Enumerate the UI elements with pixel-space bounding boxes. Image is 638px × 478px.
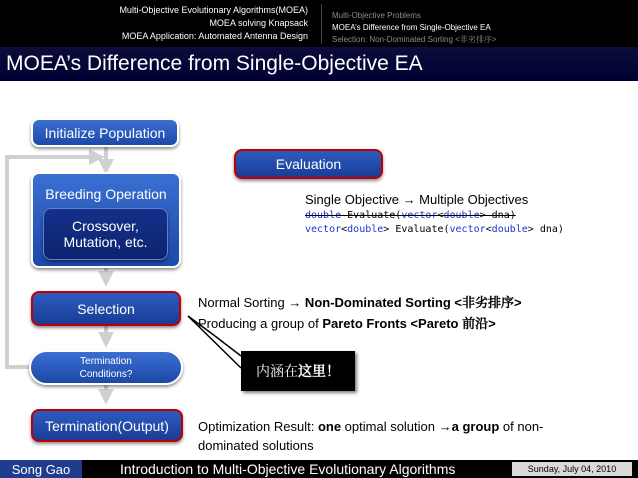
opt-mid: optimal solution xyxy=(341,419,439,434)
mutation-label: Mutation, etc. xyxy=(63,234,148,250)
code-new-signature xyxy=(305,224,564,235)
code-new-token: double xyxy=(347,224,384,235)
opt-arrow: → xyxy=(438,419,452,434)
opt-bold-one: one xyxy=(317,419,342,434)
code-new-token: > Evaluate( xyxy=(383,224,450,235)
eval-heading-right: Multiple Objectives xyxy=(415,192,529,207)
nav-link-knapsack[interactable]: MOEA solving Knapsack xyxy=(209,18,308,28)
code-new-token: double xyxy=(491,224,528,235)
fronts-bold: Pareto Fronts <Pareto 前沿> xyxy=(322,316,496,331)
eval-arrow: → xyxy=(402,192,416,207)
pareto-fronts-note xyxy=(198,313,496,332)
optimization-note-line2: dominated solutions xyxy=(198,438,314,453)
nav-link-selection[interactable]: Selection: Non-Dominated Sorting <非劣排序> xyxy=(332,35,497,44)
selection-note xyxy=(198,292,522,311)
code-old-token: > dna) xyxy=(479,210,516,221)
termination-conditions-box xyxy=(29,350,183,385)
nav-link-antenna[interactable]: MOEA Application: Automated Antenna Design xyxy=(121,31,308,41)
selection-label: Selection xyxy=(77,300,135,317)
selection-box xyxy=(31,291,181,326)
sel-arrow: → xyxy=(288,295,302,310)
sel-bold: Non-Dominated Sorting <非劣排序> xyxy=(301,295,522,310)
termination-output-label: Termination(Output) xyxy=(45,417,169,434)
code-new-token: > dna) xyxy=(527,224,564,235)
sel-prefix: Normal Sorting xyxy=(198,295,289,310)
nav-link-moea[interactable]: Multi-Objective Evolutionary Algorithms(MOEA) xyxy=(119,5,308,15)
opt-suffix: of non- xyxy=(499,419,544,434)
termination-label: Termination xyxy=(80,355,132,367)
code-new-token: vector xyxy=(305,224,342,235)
footer-date: Sunday, July 04, 2010 xyxy=(512,462,632,476)
nav-link-mo-problems[interactable]: Multi-Objective Problems xyxy=(332,11,421,20)
breeding-label: Breeding Operation xyxy=(45,186,167,202)
code-old-token: vector xyxy=(401,210,438,221)
code-old-token: Evaluate( xyxy=(341,210,402,221)
footer-bar xyxy=(0,460,638,478)
code-old-token: double xyxy=(305,210,342,221)
termination-output-box xyxy=(31,409,183,442)
code-old-signature xyxy=(305,210,516,221)
optimization-note xyxy=(198,419,543,434)
callout-box xyxy=(241,351,355,391)
footer-author: Song Gao xyxy=(0,460,82,478)
callout-bold: 这里！ xyxy=(298,363,340,379)
init-population-label: Initialize Population xyxy=(44,124,166,141)
conditions-label: Conditions? xyxy=(79,368,133,380)
opt-bold-group: a group xyxy=(451,419,500,434)
crossover-mutation-box xyxy=(43,208,168,260)
init-population-box xyxy=(31,118,179,147)
fronts-prefix: Producing a group of xyxy=(198,316,323,331)
code-old-token: double xyxy=(443,210,480,221)
evaluation-box xyxy=(234,149,383,179)
opt-prefix: Optimization Result: xyxy=(198,419,318,434)
evaluation-note xyxy=(305,192,528,207)
crossover-label: Crossover, xyxy=(72,218,139,234)
code-new-token: < xyxy=(341,224,348,235)
evaluation-label: Evaluation xyxy=(275,156,342,172)
callout-normal: 内涵在 xyxy=(256,363,298,379)
code-new-token: vector xyxy=(449,224,486,235)
footer-title: Introduction to Multi-Objective Evolutionary Algorithms xyxy=(120,461,456,477)
nav-link-current-slide[interactable]: MOEA’s Difference from Single-Objective EA xyxy=(332,23,491,32)
slide-title: MOEA’s Difference from Single-Objective EA xyxy=(6,52,423,75)
code-new-token: < xyxy=(485,224,492,235)
eval-heading-left: Single Objective xyxy=(305,192,403,207)
code-old-token: < xyxy=(437,210,444,221)
